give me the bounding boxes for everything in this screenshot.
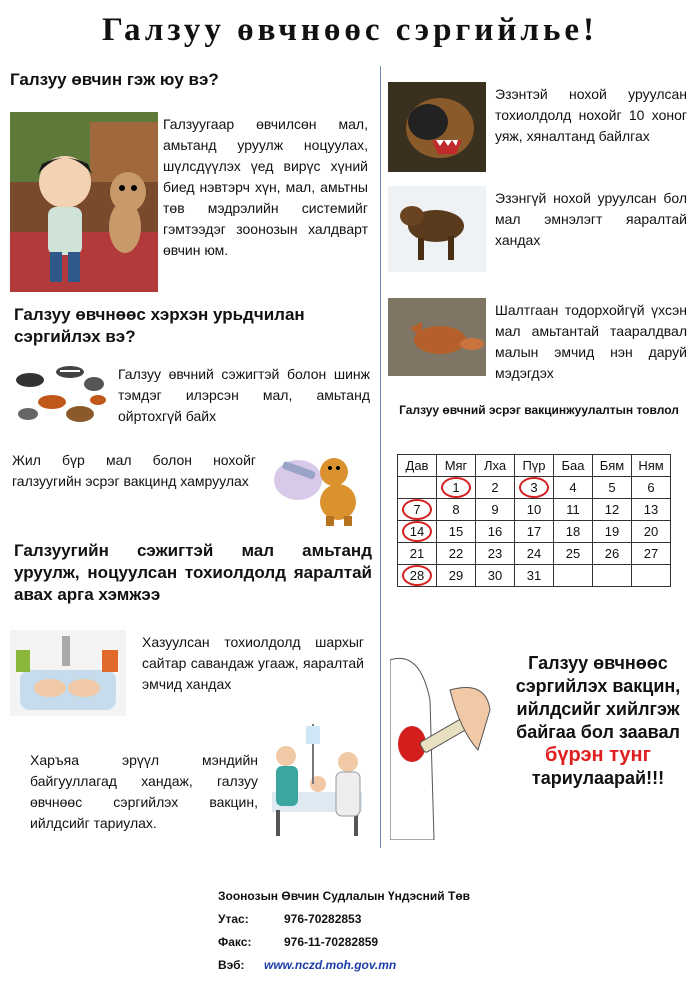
calendar-day-header: Бям [593,455,632,477]
footer [218,885,518,977]
right-item3: Шалтгаан тодорхойгүй үхсэн мал амьтантай тааралдвал малын эмчид нэн даруй мэдэгдэх [495,302,687,381]
calendar-week-row [398,521,671,543]
footer-web-link[interactable]: www.nczd.moh.gov.mn [264,958,397,972]
calendar-cell: 20 [632,521,671,543]
angry-dog-photo [388,82,486,172]
message-line3: ийлдсийг хийлгэж [516,699,680,719]
calendar-week-row [398,477,671,499]
dog-vaccine-illustration [268,446,370,526]
message-highlight: бүрэн тунг [545,744,651,766]
message-line2: сэргийлэх вакцин, [515,676,681,696]
calendar-cell: 31 [515,565,554,587]
calendar-cell: 23 [476,543,515,565]
calendar-header-row [398,455,671,477]
calendar-cell [398,499,437,521]
calendar-cell: 17 [515,521,554,543]
calendar-cell: 27 [632,543,671,565]
calendar-cell: 11 [554,499,593,521]
calendar-week-row [398,543,671,565]
page-title: Галзуу өвчнөөс сэргийлье! [101,12,599,48]
child-dog-illustration [10,112,158,292]
injection-illustration [390,640,498,840]
calendar-cell: 4 [554,477,593,499]
calendar-cell: 9 [476,499,515,521]
schedule-title: Галзуу өвчний эсрэг вакцинжуулалтын товлол [399,403,679,417]
circled-date: 28 [402,565,432,586]
right-item1: Эзэнтэй нохой уруулсан тохиолдолд нохойг 10 хоног уяж, хяналтанд байлгах [495,86,687,144]
section3-heading: Галзуугийн сэжигтэй мал амьтанд уруулж, ноцуулсан тохиолдолд яаралтай авах арга хэмжээ [14,541,372,604]
running-dog-photo [388,186,486,272]
circled-date: 14 [402,521,432,542]
calendar-cell: 18 [554,521,593,543]
wild-animals-illustration [12,362,108,434]
calendar-cell [398,477,437,499]
footer-phone: 976-70282853 [284,912,362,926]
calendar-cell: 26 [593,543,632,565]
footer-web-label: Вэб: [218,958,245,972]
calendar-cell [554,565,593,587]
calendar-day-header: Ням [632,455,671,477]
calendar-cell: 2 [476,477,515,499]
calendar-cell [398,565,437,587]
circled-date: 7 [402,499,432,520]
calendar-cell [593,565,632,587]
calendar-week-row [398,499,671,521]
fox-photo [388,298,486,376]
section1-text: Галзуугаар өвчилсөн мал, амьтанд уруулж ноцуулах, шүлсдүүлэх үед вирүс хүний биед нэвтэрч хүн, мал, амьтны төв мэдрэлийн системийг гэмтээдэг зоонозын халдварт өвчин юм. [163,116,368,258]
footer-fax-label: Факс: [218,935,252,949]
calendar-cell: 30 [476,565,515,587]
section3-item2: Харъяа эрүүл мэндийн байгууллагад хандаж, галзуу өвчнөөс сэргийлэх вакцин, ийлдсийг тариулах. [30,752,258,831]
footer-fax: 976-11-70282859 [284,935,379,949]
right-item2: Эзэнгүй нохой уруулсан бол мал эмнэлэгт яаралтай хандах [495,190,687,248]
calendar-cell: 6 [632,477,671,499]
calendar-cell: 19 [593,521,632,543]
message-line5: тариулаарай!!! [531,768,665,788]
calendar-cell: 21 [398,543,437,565]
footer-phone-label: Утас: [218,912,249,926]
calendar-day-header: Дав [398,455,437,477]
footer-org: Зоонозын Өвчин Судлалын Үндэсний Төв [218,889,471,903]
calendar-cell: 13 [632,499,671,521]
calendar-cell: 8 [437,499,476,521]
section2-heading: Галзуу өвчнөөс хэрхэн урьдчилан сэргийлэх вэ? [14,305,305,346]
calendar-week-row [398,565,671,587]
calendar-cell: 25 [554,543,593,565]
message-line1: Галзуу өвчнөөс [528,653,668,673]
calendar-day-header: Лха [476,455,515,477]
calendar-cell [515,477,554,499]
section1-heading: Галзуу өвчин гэж юу вэ? [10,70,219,89]
handwashing-illustration [10,630,126,716]
section3-item1: Хазуулсан тохиолдолд шархыг сайтар савандаж угааж, яаралтай эмчид хандах [142,634,364,692]
calendar-cell: 16 [476,521,515,543]
section2-item1: Галзуу өвчний сэжигтэй болон шинж тэмдэг илэрсэн мал, амьтанд ойртохгүй байх [118,366,370,424]
vaccine-message [500,652,696,790]
message-line4: байгаа бол заавал [516,722,680,742]
calendar-cell: 5 [593,477,632,499]
hospital-illustration [262,722,372,840]
calendar-day-header: Мяг [437,455,476,477]
calendar-cell [632,565,671,587]
section2-item2: Жил бүр мал болон нохойг галзуугийн эсрэг вакцинд хамруулах [12,452,256,489]
calendar-cell [398,521,437,543]
calendar-cell: 29 [437,565,476,587]
circled-date: 1 [441,477,471,498]
column-divider [380,66,381,848]
calendar-cell: 24 [515,543,554,565]
calendar-cell: 12 [593,499,632,521]
calendar-day-header: Баа [554,455,593,477]
calendar-cell: 22 [437,543,476,565]
calendar-cell: 15 [437,521,476,543]
vaccination-calendar [397,454,671,587]
circled-date: 3 [519,477,549,498]
calendar-day-header: Пүр [515,455,554,477]
calendar-cell [437,477,476,499]
calendar-cell: 10 [515,499,554,521]
